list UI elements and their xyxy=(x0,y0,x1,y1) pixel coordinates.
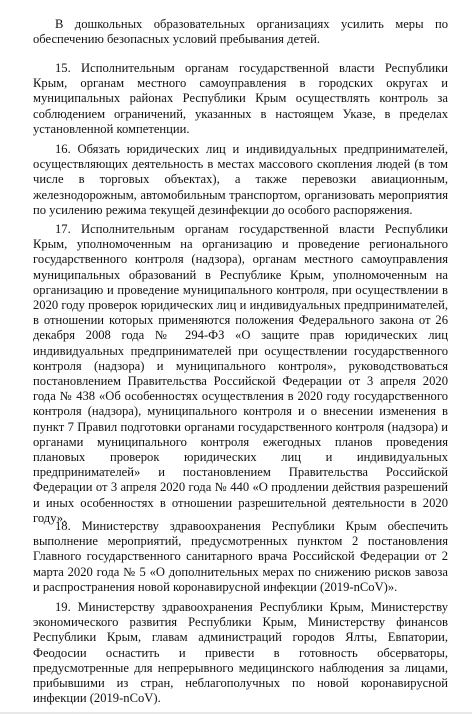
paragraph-item-19: 19. Министерству здравоохранения Республики Крым, Министерству экономического развития Республики Крым, Министерству финансов Республики Крым, главам администраций городов Ялты, Евпатории, Феодосии оснастить и привести в готовность обсерваторы, предусмотренные для непрерывного медицинского наблюдения за лицами, прибывшими из стран, неблагополучных по новой коронавирусной инфекции (2019-nCoV). xyxy=(33,600,448,706)
paragraph-item-18: 18. Министерству здравоохранения Республики Крым обеспечить выполнение мероприятий, предусмотренных пунктом 2 постановления Главного государственного санитарного врача Российской Федерации от 2 марта 2020 года № 5 «О дополнительных мерах по снижению рисков завоза и распространения новой коронавирусной инфекции (2019-nCoV)». xyxy=(33,519,448,594)
paragraph-item-17: 17. Исполнительным органам государственной власти Республики Крым, уполномоченным на организацию и проведение регионального государственного контроля (надзора), органам местного самоуправления муниципальных образований в Республике Крым, уполномоченным на организацию и проведение муниципального контроля, при осуществлении в 2020 году проверок юридических лиц и индивидуальных предпринимателей, в отношении которых применяются положения Федерального закона от 26 декабря 2008 года № 294-ФЗ «О защите прав юридических лиц индивидуальных предпринимателей при осуществлении государственного контроля (надзора) и муниципального контроля», руководствоваться постановлением Правительства Российской Федерации от 3 апреля 2020 года № 438 «Об особенностях осуществления в 2020 году государственного контроля (надзора), муниципального контроля и о внесении изменения в пункт 7 Правил подготовки органами государственного контроля (надзора) и органами муниципального контроля ежегодных планов проведения плановых проверок юридических лиц и индивидуальных предпринимателей» и постановлением Правительства Российской Федерации от 3 апреля 2020 года № 440 «О продлении действия разрешений и иных особенностях в отношении разрешительной деятельности в 2020 году». xyxy=(33,222,448,525)
paragraph-item-16: 16. Обязать юридических лиц и индивидуальных предпринимателей, осуществляющих деятельность в местах массового скопления людей (в том числе в торговых объектах), а также перевозки авиационным, железнодорожным, автомобильным транспортом, организовать мероприятия по усилению режима текущей дезинфекции до особого распоряжения. xyxy=(33,142,448,217)
paragraph-preschool-safety: В дошкольных образовательных организациях усилить меры по обеспечению безопасных условий пребывания детей. xyxy=(33,17,448,47)
paragraph-item-15: 15. Исполнительным органам государственной власти Республики Крым, органам местного самоуправления в городских округах и муниципальных районах Республики Крым осуществлять контроль за соблюдением ограничений, указанных в настоящем Указе, в пределах установленной компетенции. xyxy=(33,61,448,136)
